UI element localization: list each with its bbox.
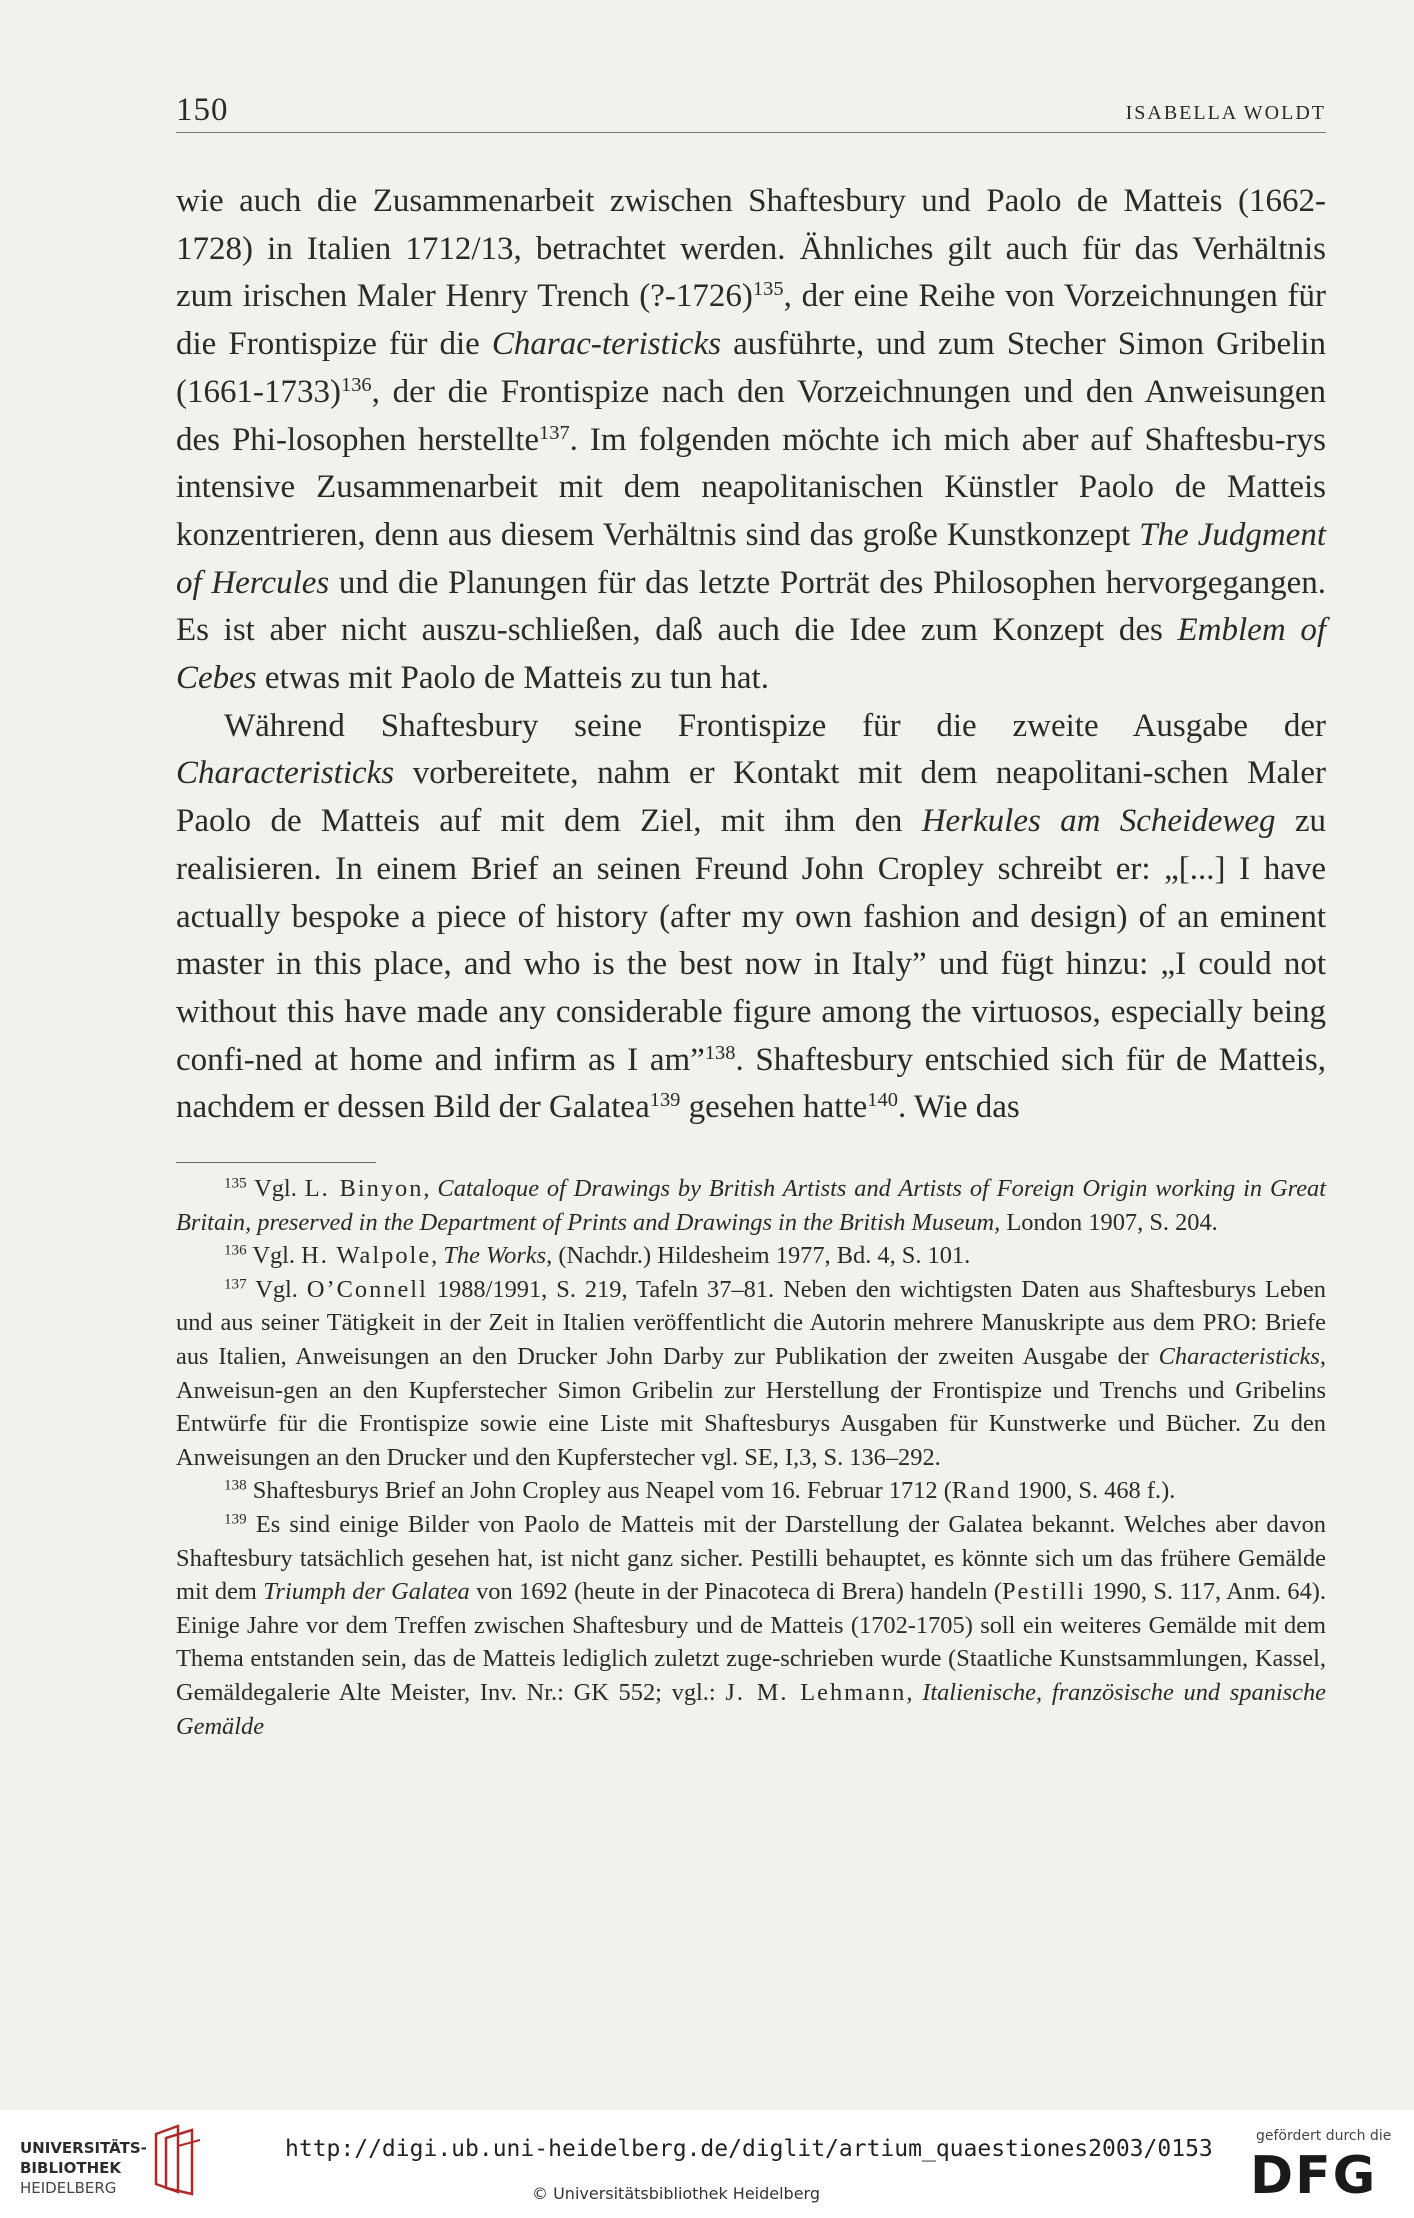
italic-title: The Judgment of Hercules: [176, 516, 1326, 601]
italic-title: Cataloque of Drawings by British Artists and Artists of Foreign Origin working in Great Britain, preserved in the Department of Prints and Drawings in the British Museum,: [176, 1175, 1326, 1236]
running-head: ISABELLA WOLDT: [1125, 102, 1326, 124]
text-run: . Im folgenden möchte ich mich aber auf Shaftesbu-rys intensive Zusammenarbeit mit dem neapolitanischen Künstler Paolo de Matteis konzentrieren, denn aus diesem Verhältnis sind das große Kunstkonzept: [176, 421, 1326, 553]
italic-title: Italienische, französische und spanische Gemälde: [176, 1678, 1327, 1740]
ub-heidelberg-logo: [20, 2138, 147, 2198]
text-run: 1990, S. 117, Anm. 64). Einige Jahre vor dem Treffen zwischen Shaftesbury und de Matteis (1702-1705) soll ein weiteres Gemälde mit dem Thema entstanden sein, das de Matteis lediglich zuletzt zuge-schrieben wurde (Staatliche Kunstsammlungen, Kassel, Gemäldegalerie Alte Meister, Inv. Nr.: GK 552; vgl.:: [176, 1578, 1326, 1706]
footnote-number: 138: [224, 1478, 247, 1495]
footnote-number: 137: [224, 1276, 247, 1293]
text-run: gesehen hatte: [680, 1089, 868, 1126]
dfg-logo: DFG: [1250, 2146, 1378, 2206]
text-run: Vgl.: [246, 1242, 302, 1270]
footnote-ref: 136: [340, 373, 372, 396]
logo-line: HEIDELBERG: [20, 2179, 117, 2197]
footnote-number: 136: [224, 1242, 247, 1259]
text-run: ,: [423, 1175, 438, 1202]
author-name: J. M. Lehmann: [725, 1678, 907, 1706]
footnote-ref: 137: [539, 421, 570, 444]
digitization-footer: [0, 2110, 1414, 2218]
italic-title: The Works: [443, 1242, 547, 1270]
text-run: Es sind einige Bilder von Paolo de Matteis mit der Darstellung der Galatea bekannt. Welches aber davon Shaftesbury tatsächlich gesehen hat, ist nicht ganz sicher. Pestilli behauptet, es könnte sich um das frühere Gemälde mit dem: [176, 1510, 1326, 1606]
text-run: wie auch die Zusammenarbeit zwischen Shaftesbury und Paolo de Matteis (1662-1728) in Italien 1712/13, betrachtet werden. Ähnliches gilt auch für das Verhältnis zum irischen Maler Henry Trench (?-1726): [176, 183, 1326, 315]
text-run: , der eine Reihe von Vorzeichnungen für die Frontispize für die: [176, 278, 1326, 363]
text-run: 1988/1991, S. 219, Tafeln 37–81. Neben den wichtigsten Daten aus Shaftesburys Leben und aus seiner Tätigkeit in der Zeit in Italien veröffentlicht die Autorin mehrere Manuskripte aus dem PRO: Briefe aus Italien, Anweisungen an den Drucker John Darby zur Publikation der zweiten Ausgabe der: [176, 1275, 1326, 1370]
author-name: O’Connell: [306, 1275, 428, 1303]
footnotes: [176, 1172, 1326, 1743]
text-run: und die Planungen für das letzte Porträt des Philosophen hervorgegangen. Es ist aber nicht auszu-schließen, daß auch die Idee zum Konzept des: [176, 564, 1327, 649]
text-run: Während Shaftesbury seine Frontispize für die zweite Ausgabe der: [224, 707, 1326, 744]
copyright-notice: © Universitätsbibliothek Heidelberg: [532, 2184, 821, 2203]
logo-line: BIBLIOTHEK: [20, 2159, 121, 2177]
italic-title: Emblem of Cebes: [176, 612, 1326, 697]
footnote-divider: [176, 1162, 376, 1163]
text-run: , der die Frontispize nach den Vorzeichnungen und den Anweisungen des Phi-losophen herstellte: [176, 373, 1326, 458]
footnote-ref: 135: [752, 278, 784, 301]
author-name: Pestilli: [1001, 1578, 1086, 1606]
footnote-ref: 139: [649, 1089, 681, 1112]
text-run: Vgl.: [246, 1175, 305, 1202]
footnote-ref: 140: [867, 1089, 898, 1112]
text-run: London 1907, S. 204.: [1000, 1208, 1218, 1236]
paragraph: [176, 178, 1326, 703]
text-run: , (Nachdr.) Hildesheim 1977, Bd. 4, S. 101.: [546, 1242, 971, 1270]
text-run: etwas mit Paolo de Matteis zu tun hat.: [256, 660, 769, 697]
paragraph: [176, 703, 1326, 1132]
funding-note: gefördert durch die: [1256, 2128, 1392, 2144]
text-run: Vgl.: [246, 1275, 307, 1303]
page-number: 150: [176, 92, 229, 128]
footnote-138: [176, 1474, 1326, 1508]
text-run: . Wie das: [897, 1089, 1020, 1126]
text-run: zu realisieren. In einem Brief an seinen Freund John Cropley schreibt er: „[...] I have actually bespoke a piece of history (after my own fashion and design) of an eminent master in this place, and who is the best now in Italy” und fügt hinzu: „I could not without this have made any considerable figure among the virtuosos, especially being confi-ned at home and infirm as I am”: [176, 803, 1326, 1078]
author-name: H. Walpole: [301, 1242, 432, 1270]
italic-title: Characteristicks: [1158, 1342, 1320, 1370]
footnote-135: [176, 1172, 1326, 1239]
page-header: [176, 92, 1326, 133]
text-run: von 1692 (heute in der Pinacoteca di Brera) handeln (: [469, 1578, 1002, 1606]
italic-title: Herkules am Scheideweg: [921, 803, 1276, 840]
text-run: ausführte, und zum Stecher Simon Gribelin (1661-1733): [176, 326, 1327, 410]
logo-line: UNIVERSITÄTS-: [20, 2139, 147, 2157]
footnote-number: 139: [224, 1511, 247, 1528]
text-run: , Anweisun-gen an den Kupferstecher Simon Gribelin zur Herstellung der Frontispize und Trenchs und Gribelins Entwürfe für die Frontispize sowie eine Liste mit Shaftesburys Ausgaben für Kunstwerke und Bücher. Zu den Anweisungen an den Drucker und den Kupferstecher vgl. SE, I,3, S. 136–292.: [176, 1342, 1326, 1471]
author-name: L. Binyon: [304, 1175, 424, 1202]
permalink-url[interactable]: http://digi.ub.uni-heidelberg.de/diglit/artium_quaestiones2003/0153: [285, 2136, 1213, 2162]
text-run: 1900, S. 468 f.).: [1011, 1477, 1176, 1505]
italic-title: Characteristicks: [176, 755, 395, 792]
main-text: [176, 178, 1326, 1132]
footnote-136: [176, 1239, 1326, 1273]
text-run: . Shaftesbury entschied sich für de Matteis, nachdem er dessen Bild der Galatea: [176, 1041, 1326, 1126]
footnote-ref: 138: [704, 1041, 736, 1064]
library-logo-icon: [148, 2124, 204, 2196]
footnote-139: [176, 1508, 1326, 1743]
author-name: Rand: [951, 1477, 1012, 1505]
italic-title: Charac-teristicks: [491, 326, 722, 363]
footnote-number: 135: [224, 1175, 247, 1192]
text-run: ,: [431, 1242, 444, 1270]
text-run: Shaftesburys Brief an John Cropley aus Neapel vom 16. Februar 1712 (: [246, 1477, 952, 1505]
italic-title: Triumph der Galatea: [263, 1578, 470, 1606]
footnote-137: [176, 1273, 1326, 1475]
text-run: vorbereitete, nahm er Kontakt mit dem neapolitani-schen Maler Paolo de Matteis auf mit dem Ziel, mit ihm den: [176, 755, 1326, 840]
text-run: ,: [906, 1678, 923, 1706]
